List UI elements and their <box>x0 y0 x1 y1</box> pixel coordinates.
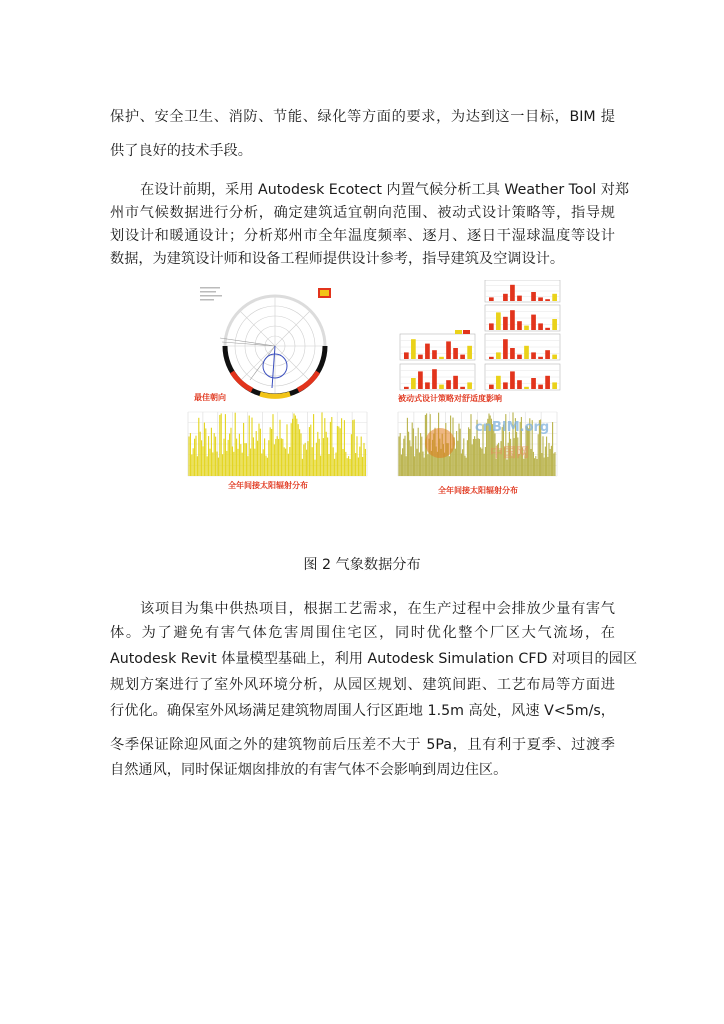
mini-bar <box>545 376 550 389</box>
mini-bar <box>418 371 423 389</box>
direct-radiation-caption: 全年间接太阳辐射分布 <box>228 481 308 490</box>
text-line: Autodesk Revit 体量模型基础上，利用 Autodesk Simulation CFD 对项目的园区 <box>110 651 638 667</box>
mini-bar <box>524 326 529 330</box>
mini-bar <box>467 346 472 359</box>
mini-bar <box>545 328 550 330</box>
mini-bar <box>467 382 472 389</box>
direct-radiation-panel <box>180 408 375 498</box>
passive-strategy-panel <box>395 280 565 405</box>
mini-bar <box>531 378 536 389</box>
mini-bar <box>503 339 508 359</box>
mini-bar <box>531 292 536 301</box>
orientation-caption: 最佳朝向 <box>194 393 226 402</box>
mini-bar <box>538 323 543 330</box>
orientation-arc-best <box>260 394 290 396</box>
mini-bar <box>460 387 465 389</box>
mini-bar <box>446 341 451 359</box>
mini-bar <box>489 357 494 359</box>
mini-bar-chart <box>485 305 560 331</box>
mini-bar <box>425 344 430 359</box>
mini-bar <box>552 319 557 330</box>
orientation-panel <box>180 280 370 405</box>
mini-bar <box>503 317 508 330</box>
mini-bar <box>552 355 557 359</box>
mini-bar <box>432 350 437 359</box>
mini-bar <box>517 296 522 301</box>
mini-bar <box>552 294 557 301</box>
mini-bar <box>524 387 529 389</box>
mini-bar <box>404 352 409 359</box>
mini-bar-chart <box>485 280 560 302</box>
legend-swatch <box>319 289 330 297</box>
mini-bar <box>510 348 515 359</box>
mini-bar <box>496 376 501 389</box>
mini-bar-chart <box>485 364 560 390</box>
mini-bar <box>538 297 543 301</box>
mini-bar <box>510 310 515 330</box>
weather-figure <box>180 280 565 498</box>
mini-bar-chart <box>400 364 475 390</box>
mini-bar <box>411 378 416 389</box>
paragraph-1 <box>110 107 615 161</box>
mini-bar <box>531 315 536 330</box>
mini-bar <box>503 294 508 301</box>
text-line: 在设计前期，采用 Autodesk Ecotect 内置气候分析工具 Weather Tool 对郑 <box>140 182 630 198</box>
watermark-site: cnBIM.org <box>475 420 550 435</box>
mini-bar <box>453 376 458 389</box>
mini-bar <box>439 385 444 389</box>
mini-bar <box>425 382 430 389</box>
mini-bar <box>446 380 451 389</box>
text-line: 冬季保证除迎风面之外的建筑物前后压差不大于 5Pa，且有利于夏季、过渡季 <box>110 737 615 753</box>
text-line: 划设计和暖通设计；分析郑州市全年温度频率、逐月、逐日干湿球温度等设计 <box>110 228 615 244</box>
mini-bar <box>545 350 550 359</box>
mini-bar <box>489 323 494 330</box>
watermark-logo <box>425 428 455 458</box>
mini-bar <box>545 299 550 301</box>
text-line: 数据，为建筑设计师和设备工程师提供设计参考，指导建筑及空调设计。 <box>110 251 565 267</box>
diffuse-radiation-panel <box>390 408 565 498</box>
mini-bar <box>432 369 437 389</box>
watermark-cn: 中国网 <box>490 446 530 461</box>
paragraph-3 <box>110 599 638 780</box>
text-line: 自然通风，同时保证烟囱排放的有害气体不会影响到周边住区。 <box>110 762 508 778</box>
mini-bar <box>496 352 501 359</box>
mini-bar <box>418 355 423 359</box>
orientation-chart <box>180 280 370 405</box>
mini-bar <box>404 387 409 389</box>
mini-bar <box>489 297 494 301</box>
mini-bar <box>489 385 494 389</box>
text-line: 保护、安全卫生、消防、节能、绿化等方面的要求，为达到这一目标，BIM 提 <box>110 109 615 125</box>
text-line: 该项目为集中供热项目，根据工艺需求，在生产过程中会排放少量有害气 <box>140 601 615 617</box>
legend-swatch <box>455 330 462 334</box>
mini-bar-chart <box>485 334 560 360</box>
mini-bar <box>517 321 522 330</box>
passive-caption: 被动式设计策略对舒适度影响 <box>398 394 502 403</box>
mini-bar <box>460 355 465 359</box>
diffuse-radiation-caption: 全年间接太阳辐射分布 <box>438 486 518 495</box>
text-line: 行优化。确保室外风场满足建筑物周围人行区距地 1.5m 高处，风速 V<5m/s， <box>110 703 615 719</box>
mini-bar <box>531 352 536 359</box>
mini-bar <box>517 380 522 389</box>
mini-bar <box>517 355 522 359</box>
text-line: 规划方案进行了室外风环境分析，从园区规划、建筑间距、工艺布局等方面进 <box>110 677 615 693</box>
legend-swatch <box>463 330 470 334</box>
mini-bar <box>411 339 416 359</box>
mini-bar <box>538 385 543 389</box>
text-line: 州市气候数据进行分析，确定建筑适宜朝向范围、被动式设计策略等，指导规 <box>110 205 615 221</box>
mini-bar <box>524 346 529 359</box>
mini-bar <box>439 357 444 359</box>
mini-bar <box>538 357 543 359</box>
figure-caption: 图 2 气象数据分布 <box>303 557 421 573</box>
mini-bar <box>510 371 515 389</box>
mini-bar <box>496 312 501 330</box>
paragraph-2 <box>110 180 630 269</box>
mini-bar-chart <box>400 334 475 360</box>
text-line: 体。为了避免有害气体危害周围住宅区，同时优化整个厂区大气流场，在 <box>110 625 615 641</box>
passive-strategy-charts <box>395 280 565 405</box>
mini-bar <box>453 348 458 359</box>
mini-bar <box>510 285 515 301</box>
mini-bar <box>552 382 557 389</box>
text-line: 供了良好的技术手段。 <box>110 143 252 159</box>
mini-bar <box>503 382 508 389</box>
